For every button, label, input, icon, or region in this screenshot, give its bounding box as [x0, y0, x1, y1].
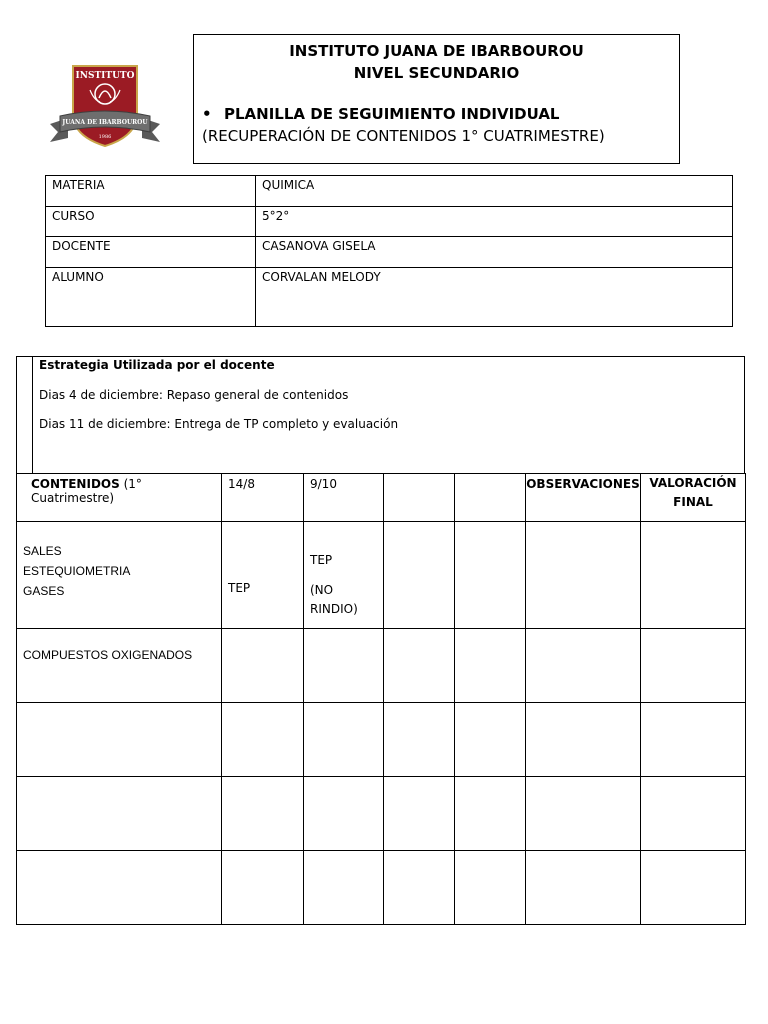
contenidos-cell: SALES ESTEQUIOMETRIA GASES — [17, 522, 222, 629]
institute-name: INSTITUTO JUANA DE IBARBOUROU — [289, 42, 584, 60]
empty-cell — [222, 703, 304, 777]
empty-cell — [455, 522, 526, 629]
form-title-row — [202, 105, 560, 123]
info-row-alumno — [46, 268, 733, 327]
empty-cell — [384, 629, 455, 703]
contenidos-cell — [17, 851, 222, 925]
table-row — [17, 629, 746, 703]
empty-cell — [455, 777, 526, 851]
level-name: NIVEL SECUNDARIO — [353, 64, 520, 82]
info-key: ALUMNO — [46, 268, 256, 327]
valoracion-cell — [641, 522, 746, 629]
valoracion-cell — [641, 851, 746, 925]
form-subtitle: (RECUPERACIÓN DE CONTENIDOS 1° CUATRIMESTRE) — [202, 127, 605, 145]
table-row — [17, 522, 746, 629]
col-header-empty — [384, 474, 455, 522]
logo-year: 1986 — [98, 134, 112, 140]
info-value: CORVALAN MELODY — [256, 268, 733, 327]
document-header — [193, 34, 680, 164]
strategy-section — [16, 356, 745, 474]
empty-cell — [304, 777, 384, 851]
empty-cell — [222, 777, 304, 851]
valoracion-cell — [641, 629, 746, 703]
col-header-date2: 9/10 — [304, 474, 384, 522]
empty-cell — [455, 629, 526, 703]
info-key: MATERIA — [46, 176, 256, 207]
info-key: DOCENTE — [46, 237, 256, 268]
logo-text-ribbon: JUANA DE IBARBOUROU — [62, 119, 148, 126]
table-row — [17, 851, 746, 925]
info-row-curso — [46, 207, 733, 237]
contents-grid — [16, 473, 746, 925]
strategy-line: Dias 11 de diciembre: Entrega de TP completo y evaluación — [39, 417, 399, 431]
empty-cell — [384, 777, 455, 851]
col-header-date1: 14/8 — [222, 474, 304, 522]
info-row-materia — [46, 176, 733, 207]
info-value: 5°2° — [256, 207, 733, 237]
info-row-docente — [46, 237, 733, 268]
observaciones-cell — [526, 522, 641, 629]
col-header-valoracion: VALORACIÓN FINAL — [641, 474, 746, 522]
empty-cell — [384, 851, 455, 925]
tracking-table — [16, 356, 745, 925]
empty-cell — [455, 703, 526, 777]
institute-logo — [46, 62, 164, 152]
col-header-observaciones: OBSERVACIONES — [526, 474, 641, 522]
empty-cell — [222, 851, 304, 925]
empty-cell — [304, 851, 384, 925]
divider — [32, 357, 33, 473]
strategy-title: Estrategia Utilizada por el docente — [39, 358, 275, 372]
empty-cell — [384, 703, 455, 777]
empty-cell — [384, 522, 455, 629]
date2-cell: TEP (NO RINDIO) — [304, 522, 384, 629]
form-title: PLANILLA DE SEGUIMIENTO INDIVIDUAL — [224, 105, 560, 123]
info-value: QUIMICA — [256, 176, 733, 207]
info-table — [45, 175, 733, 327]
empty-cell — [455, 851, 526, 925]
crest-icon — [46, 62, 164, 152]
bullet-icon: • — [202, 105, 212, 123]
valoracion-cell — [641, 777, 746, 851]
table-row — [17, 703, 746, 777]
info-key: CURSO — [46, 207, 256, 237]
date1-cell: TEP — [222, 522, 304, 629]
header-row — [17, 474, 746, 522]
table-row — [17, 777, 746, 851]
contenidos-cell — [17, 703, 222, 777]
col-header-contenidos: CONTENIDOS (1° Cuatrimestre) — [17, 474, 222, 522]
empty-cell — [304, 703, 384, 777]
strategy-line: Dias 4 de diciembre: Repaso general de contenidos — [39, 388, 349, 402]
observaciones-cell — [526, 629, 641, 703]
observaciones-cell — [526, 851, 641, 925]
info-value: CASANOVA GISELA — [256, 237, 733, 268]
valoracion-cell — [641, 703, 746, 777]
observaciones-cell — [526, 703, 641, 777]
logo-text-top: INSTITUTO — [75, 71, 135, 81]
empty-cell — [304, 629, 384, 703]
empty-cell — [222, 629, 304, 703]
observaciones-cell — [526, 777, 641, 851]
contenidos-cell: COMPUESTOS OXIGENADOS — [17, 629, 222, 703]
col-header-empty — [455, 474, 526, 522]
contenidos-cell — [17, 777, 222, 851]
